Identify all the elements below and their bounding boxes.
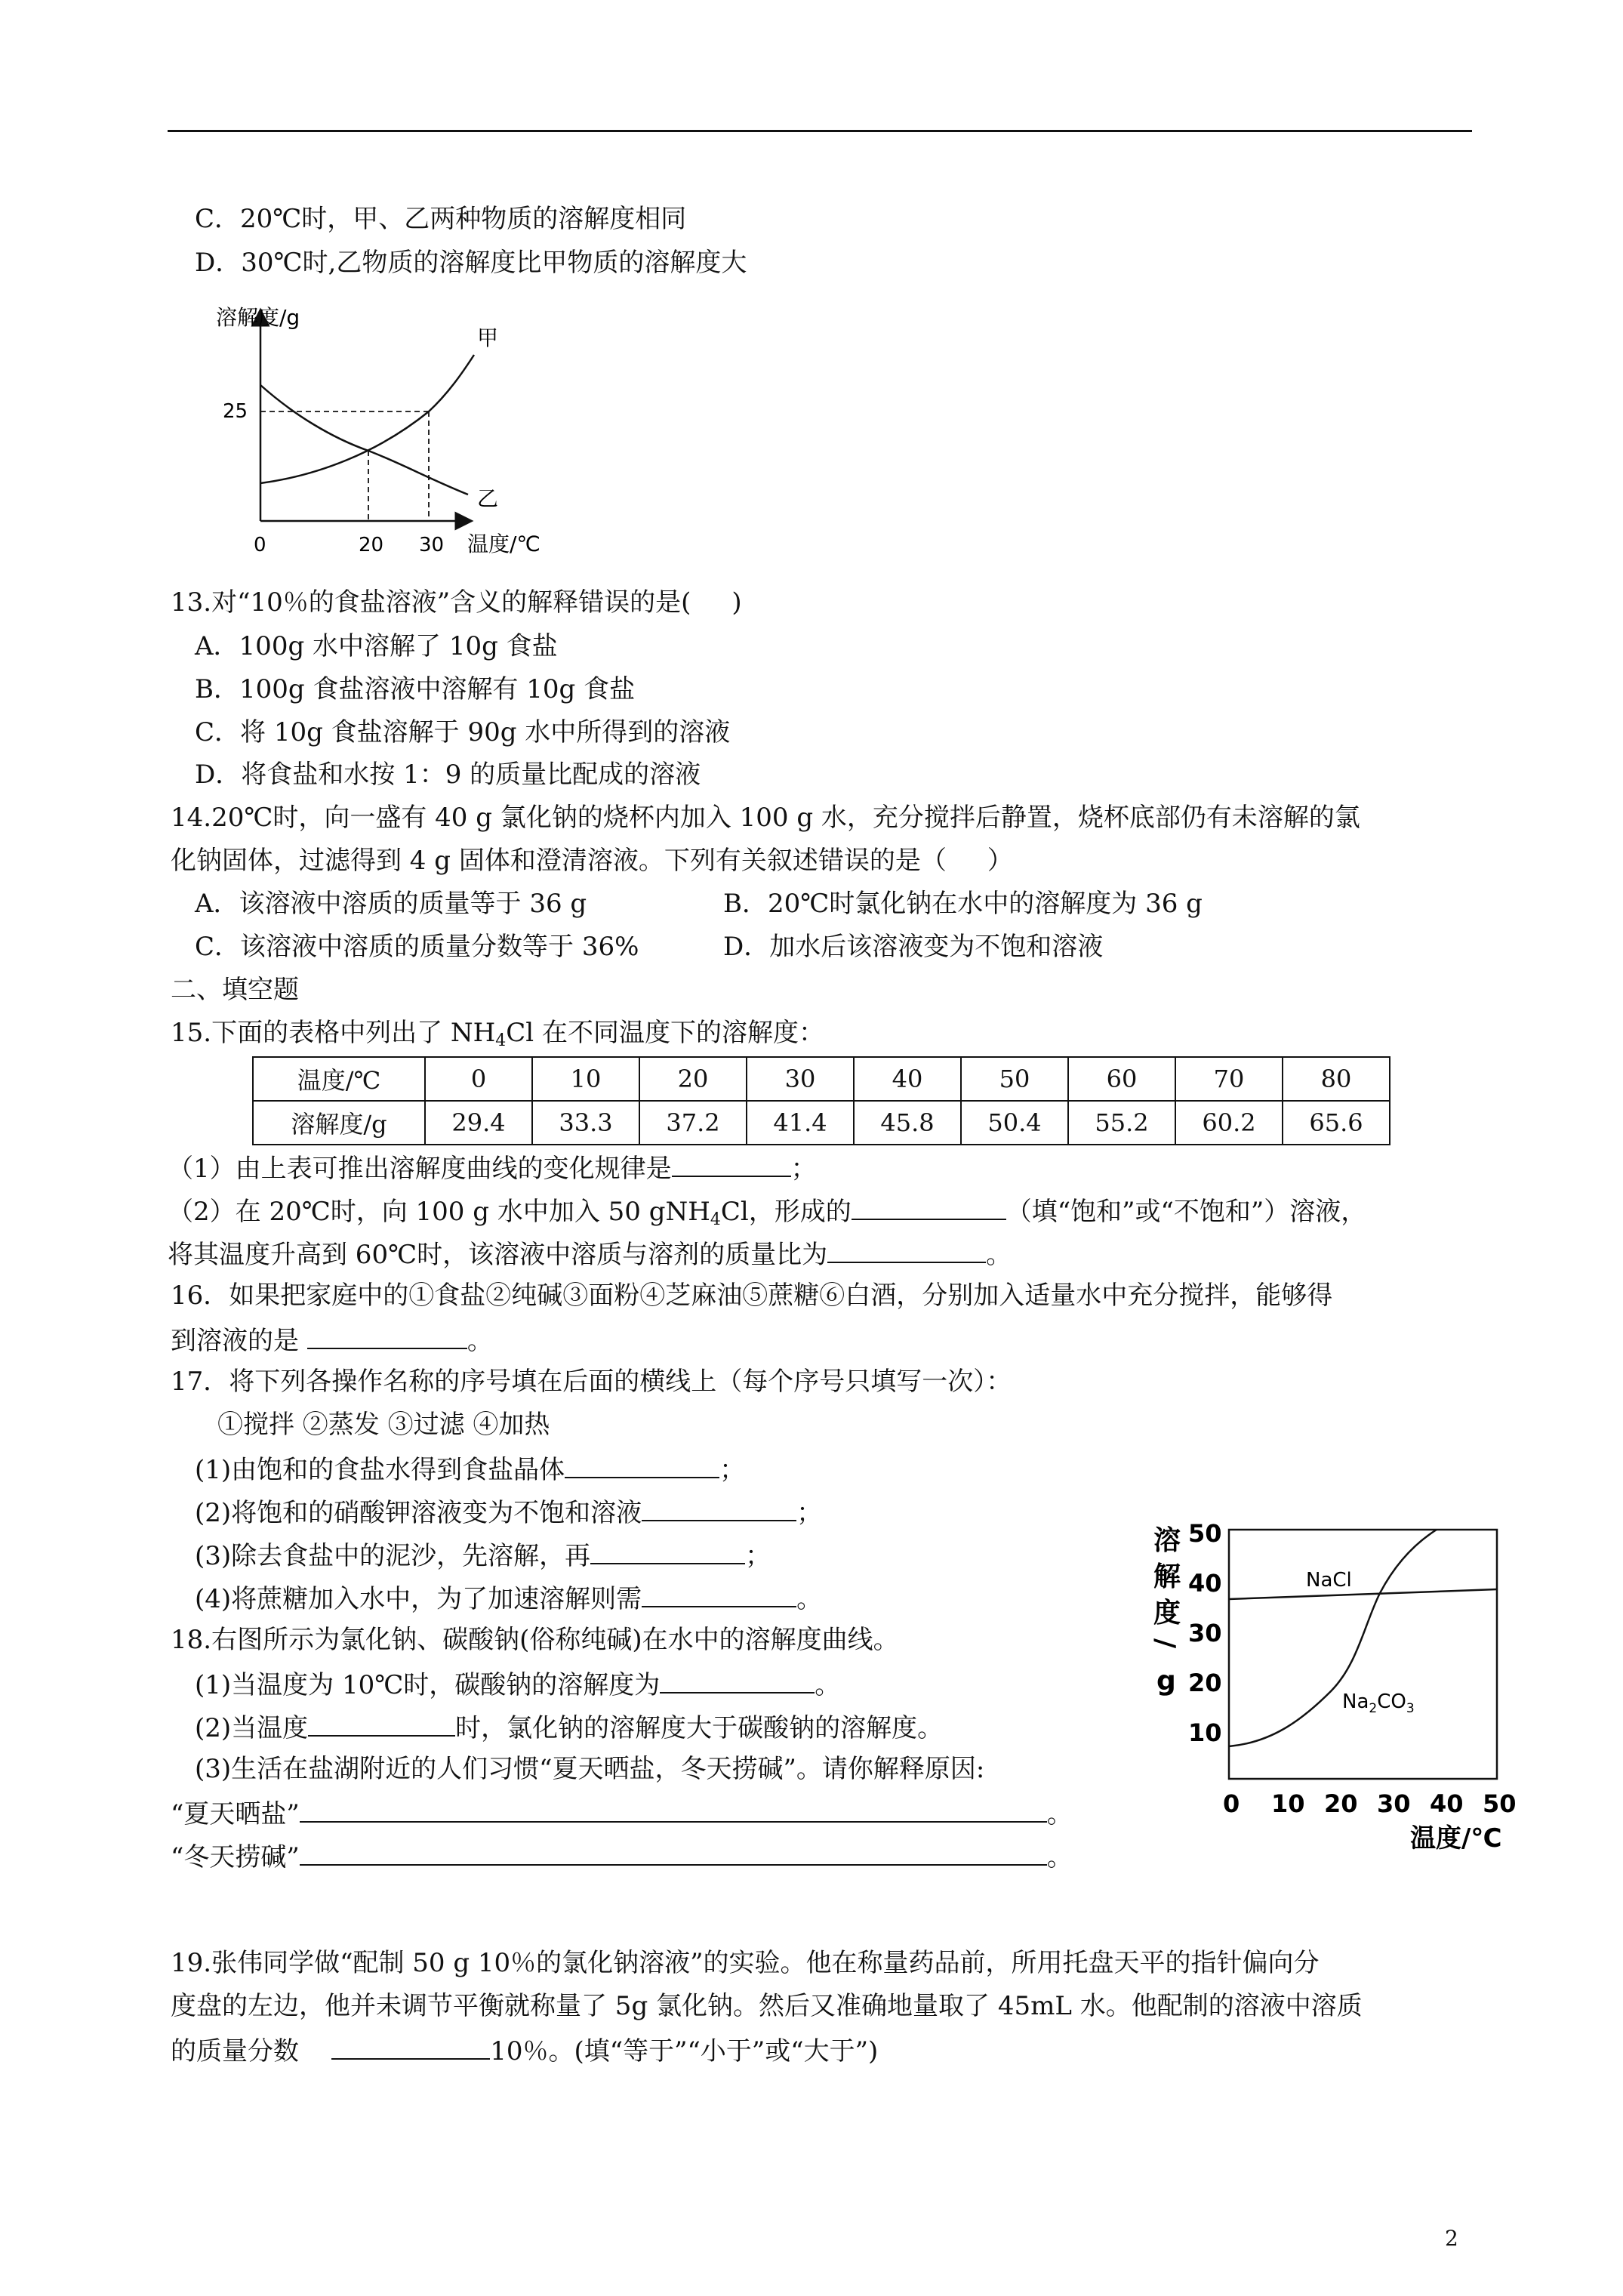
answer-blank[interactable]: [642, 1494, 796, 1521]
chart2-x-tick: 10: [1271, 1789, 1305, 1818]
answer-blank[interactable]: [300, 1795, 1047, 1823]
answer-blank[interactable]: [672, 1150, 791, 1177]
chart1-x-tick-30: 30: [419, 534, 445, 556]
chart2-x-tick: 20: [1324, 1789, 1358, 1818]
table-cell: 65.6: [1283, 1101, 1390, 1145]
q16-line2: 到溶液的是 。: [171, 1322, 493, 1358]
nh4cl-solubility-table: [252, 1056, 1390, 1145]
q18-stem: 18.右图所示为氯化钠、碳酸钠(俗称纯碱)在水中的溶解度曲线。: [171, 1625, 899, 1655]
table-header-solubility: 溶解度/g: [253, 1101, 425, 1145]
table-cell: 50.4: [961, 1101, 1068, 1145]
chart1-label-jia: 甲: [477, 325, 499, 350]
chart2-label-nacl: NaCl: [1306, 1569, 1352, 1592]
q12-option-d: D．30℃时,乙物质的溶解度比甲物质的溶解度大: [195, 248, 747, 278]
table-cell: 0: [425, 1057, 532, 1101]
answer-blank[interactable]: [660, 1666, 815, 1693]
chart2-ylabel-char: 度: [1153, 1598, 1181, 1629]
table-cell: 29.4: [425, 1101, 532, 1145]
answer-blank[interactable]: [308, 1709, 455, 1737]
q15-part2-line1: （2）在 20℃时，向 100 g 水中加入 50 gNH$_4$Cl，形成的 （填“饱和”或“不饱和”）溶液，: [168, 1193, 1366, 1228]
answer-blank[interactable]: [827, 1236, 986, 1263]
q17-part2: (2)将饱和的硝酸钾溶液变为不饱和溶液 ；: [195, 1494, 822, 1530]
q17-part3: (3)除去食盐中的泥沙，先溶解，再 ；: [195, 1537, 771, 1573]
chart2-y-tick-10: 10: [1188, 1718, 1222, 1747]
table-row-solubility: [253, 1101, 1390, 1145]
table-cell: 20: [639, 1057, 747, 1101]
chart2-line-nacl: [1229, 1589, 1497, 1599]
answer-blank[interactable]: [300, 1838, 1047, 1866]
section-fill-in-title: 二、填空题: [171, 975, 299, 1005]
table-cell: 55.2: [1068, 1101, 1175, 1145]
table-cell: 37.2: [639, 1101, 747, 1145]
q18-part2: (2)当温度 时，氯化钠的溶解度大于碳酸钠的溶解度。: [195, 1709, 943, 1745]
q18-part3: (3)生活在盐湖附近的人们习惯“夏天晒盐，冬天捞碱”。请你解释原因:: [195, 1754, 985, 1784]
chart1-x-tick-20: 20: [359, 534, 384, 556]
chart2-y-tick-30: 30: [1188, 1619, 1222, 1647]
chart1-xlabel: 温度/℃: [467, 532, 540, 556]
page-number: 2: [1445, 2226, 1458, 2251]
chart2-x-tick: 30: [1377, 1789, 1411, 1818]
table-cell: 33.3: [532, 1101, 639, 1145]
q17-part4: (4)将蔗糖加入水中，为了加速溶解则需 。: [195, 1580, 822, 1616]
chart2-xlabel: 温度/℃: [1410, 1823, 1502, 1854]
q15-stem: 15.下面的表格中列出了 $NH_4Cl$ 在不同温度下的溶解度：: [171, 1018, 824, 1050]
q14-option-b: B．20℃时氯化钠在水中的溶解度为 36 g: [723, 889, 1203, 919]
table-cell: 50: [961, 1057, 1068, 1101]
q14-stem-line1: 14.20℃时，向一盛有 40 g 氯化钠的烧杯内加入 100 g 水，充分搅拌后静置，烧杯底部仍有未溶解的氯: [171, 803, 1360, 833]
chart1-y-tick: 25: [223, 400, 248, 423]
table-row-temperature: [253, 1057, 1390, 1101]
q13-option-c: C．将 10g 食盐溶解于 90g 水中所得到的溶液: [195, 717, 731, 747]
chart2-y-tick-50: 50: [1188, 1519, 1222, 1548]
table-cell: 60.2: [1175, 1101, 1283, 1145]
chart1-curve-jia: [260, 355, 474, 483]
q12-option-c: C．20℃时，甲、乙两种物质的溶解度相同: [195, 204, 687, 234]
answer-blank[interactable]: [307, 1322, 467, 1349]
q13-option-d: D．将食盐和水按 1：9 的质量比配成的溶液: [195, 760, 701, 790]
q19-line3: 的质量分数 10％。(填“等于”“小于”或“大于”): [171, 2032, 878, 2068]
answer-blank[interactable]: [331, 2032, 490, 2060]
solubility-chart-jia-yi: [204, 298, 559, 562]
table-cell: 70: [1175, 1057, 1283, 1101]
answer-blank[interactable]: [642, 1580, 796, 1607]
q14-option-d: D．加水后该溶液变为不饱和溶液: [723, 932, 1104, 962]
chart2-label-na2co3: $Na_2CO_3$: [1342, 1690, 1415, 1716]
chart2-y-tick-40: 40: [1188, 1569, 1222, 1598]
q16-line1: 16．如果把家庭中的①食盐②纯碱③面粉④芝麻油⑤蔗糖⑥白酒，分别加入适量水中充分搅拌，能够得: [171, 1281, 1333, 1311]
chart2-x-tick: 50: [1483, 1789, 1517, 1818]
q15-part2-line2: 将其温度升高到 60℃时，该溶液中溶质与溶剂的质量比为 。: [168, 1236, 1012, 1271]
chart2-ylabel-char: 解: [1153, 1561, 1181, 1592]
q14-option-a: A．该溶液中溶质的质量等于 36 g: [195, 889, 587, 919]
q13-option-b: B．100g 食盐溶液中溶解有 10g 食盐: [195, 674, 636, 704]
table-cell: 10: [532, 1057, 639, 1101]
chart2-y-tick-20: 20: [1188, 1669, 1222, 1697]
chart1-ylabel: 溶解度/g: [216, 305, 300, 330]
q14-stem-line2: 化钠固体，过滤得到 4 g 固体和澄清溶液。下列有关叙述错误的是（ ）: [171, 846, 1013, 876]
q19-line2: 度盘的左边，他并未调节平衡就称量了 5g 氯化钠。然后又准确地量取了 45mL 水。他配制的溶液中溶质: [171, 1991, 1363, 2021]
q18-part1: (1)当温度为 10℃时，碳酸钠的溶解度为 。: [195, 1666, 840, 1702]
answer-blank[interactable]: [590, 1537, 745, 1564]
table-cell: 80: [1283, 1057, 1390, 1101]
chart1-label-yi: 乙: [477, 486, 499, 511]
chart2-x-tick: 0: [1223, 1789, 1240, 1818]
q18-summer: “夏天晒盐” 。: [171, 1795, 1073, 1831]
solubility-chart-nacl-na2co3: [1138, 1518, 1531, 1865]
chart2-curve-na2co3: [1229, 1530, 1437, 1746]
q17-stem: 17．将下列各操作名称的序号填在后面的横线上（每个序号只填写一次）：: [171, 1367, 1012, 1397]
q17-options: ①搅拌 ②蒸发 ③过滤 ④加热: [217, 1410, 550, 1440]
table-cell: 60: [1068, 1057, 1175, 1101]
q13-stem: 13.对“10％的食盐溶液”含义的解释错误的是( ): [171, 587, 742, 618]
q13-option-a: A．100g 水中溶解了 10g 食盐: [195, 631, 558, 661]
table-cell: 30: [747, 1057, 854, 1101]
q14-option-c: C．该溶液中溶质的质量分数等于 36%: [195, 932, 639, 962]
q15-part1: （1）由上表可推出溶解度曲线的变化规律是 ；: [168, 1150, 817, 1185]
header-rule: [168, 130, 1472, 132]
answer-blank[interactable]: [565, 1451, 719, 1478]
q19-line1: 19.张伟同学做“配制 50 g 10％的氯化钠溶液”的实验。他在称量药品前，所用托盘天平的指针偏向分: [171, 1948, 1320, 1978]
table-cell: 45.8: [854, 1101, 961, 1145]
chart2-ylabel-char: 溶: [1153, 1525, 1181, 1556]
chart2-ylabel-char: /: [1150, 1638, 1181, 1649]
q18-winter: “冬天捞碱” 。: [171, 1838, 1073, 1874]
q17-part1: (1)由饱和的食盐水得到食盐晶体 ；: [195, 1451, 745, 1487]
chart1-x-tick-0: 0: [254, 534, 266, 556]
chart2-ylabel-char: g: [1156, 1666, 1176, 1697]
answer-blank[interactable]: [852, 1193, 1006, 1220]
chart2-x-tick: 40: [1430, 1789, 1464, 1818]
table-cell: 41.4: [747, 1101, 854, 1145]
table-header-temperature: 温度/℃: [253, 1057, 425, 1101]
table-cell: 40: [854, 1057, 961, 1101]
